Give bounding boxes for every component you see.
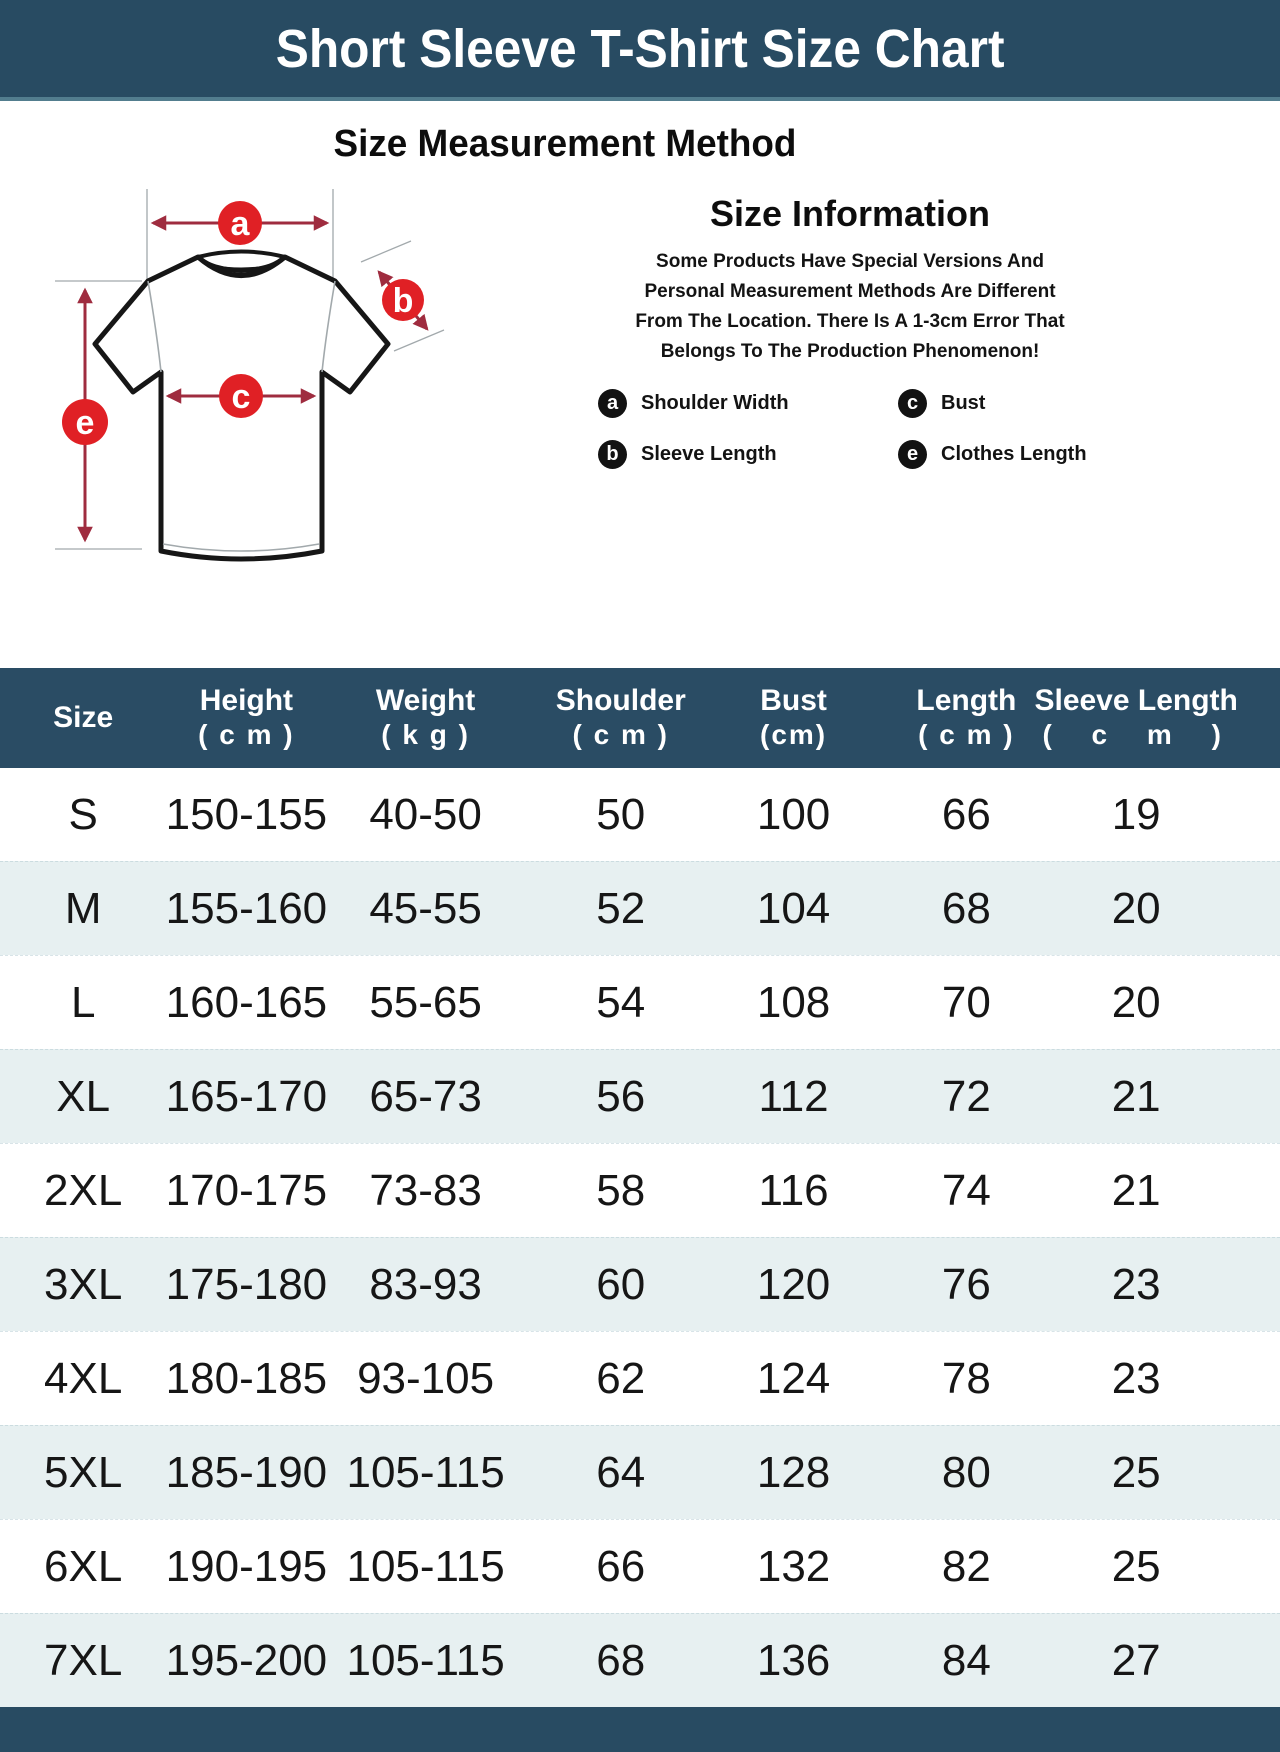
info-line: From The Location. There Is A 1-3cm Error That <box>635 311 1065 332</box>
bust-cell: 132 <box>756 1541 831 1591</box>
table-row-3xl <box>0 1237 1280 1331</box>
shoulder-cell: 64 <box>596 1447 646 1497</box>
weight-cell: 105-115 <box>346 1447 505 1497</box>
legend-item-shoulder-width <box>598 389 898 418</box>
table-row-2xl <box>0 1143 1280 1237</box>
height-cell: 155-160 <box>165 883 328 933</box>
measurement-section <box>0 101 1280 602</box>
col-header-height: Height ( c m ) <box>198 684 295 750</box>
length-cell: 84 <box>941 1635 991 1685</box>
marker-a-icon <box>218 201 262 245</box>
size-cell: 2XL <box>44 1165 123 1215</box>
weight-cell: 65-73 <box>369 1071 482 1121</box>
size-cell: 6XL <box>44 1541 123 1591</box>
size-cell: 5XL <box>44 1447 123 1497</box>
shoulder-cell: 54 <box>596 977 646 1027</box>
table-header-row <box>0 668 1280 768</box>
length-cell: 82 <box>941 1541 991 1591</box>
sleeve-cell: 21 <box>1111 1165 1161 1215</box>
length-cell: 72 <box>941 1071 991 1121</box>
size-information-block <box>560 193 1140 469</box>
height-cell: 180-185 <box>165 1353 328 1403</box>
height-cell: 165-170 <box>165 1071 328 1121</box>
height-cell: 175-180 <box>165 1259 328 1309</box>
bust-cell: 112 <box>758 1071 829 1121</box>
size-cell: 3XL <box>44 1259 123 1309</box>
marker-b-badge-icon: b <box>598 440 627 469</box>
svg-text:e: e <box>75 404 95 442</box>
legend-item-bust <box>898 389 1158 418</box>
footer-bar <box>0 1707 1280 1752</box>
sleeve-cell: 19 <box>1111 789 1161 839</box>
length-cell: 66 <box>941 789 991 839</box>
col-header-length: Length ( c m ) <box>916 684 1017 750</box>
shoulder-cell: 66 <box>596 1541 646 1591</box>
bust-cell: 136 <box>756 1635 831 1685</box>
bust-cell: 116 <box>758 1165 829 1215</box>
table-row-4xl <box>0 1331 1280 1425</box>
shoulder-cell: 58 <box>596 1165 646 1215</box>
table-row-7xl <box>0 1613 1280 1707</box>
size-table <box>0 668 1280 1707</box>
legend-label: Clothes Length <box>941 443 1087 465</box>
sleeve-cell: 23 <box>1111 1259 1161 1309</box>
marker-e-icon <box>62 399 108 445</box>
shoulder-cell: 52 <box>596 883 646 933</box>
table-row-s <box>0 768 1280 861</box>
sleeve-cell: 23 <box>1111 1353 1161 1403</box>
height-cell: 195-200 <box>165 1635 328 1685</box>
shoulder-cell: 56 <box>596 1071 646 1121</box>
svg-text:c: c <box>231 378 251 416</box>
bust-cell: 104 <box>756 883 831 933</box>
shoulder-cell: 62 <box>596 1353 646 1403</box>
sleeve-cell: 25 <box>1111 1447 1161 1497</box>
tshirt-measurement-diagram <box>30 159 460 579</box>
length-cell: 78 <box>941 1353 991 1403</box>
sleeve-cell: 20 <box>1111 977 1161 1027</box>
size-cell: 7XL <box>44 1635 123 1685</box>
col-header-bust: Bust (cm) <box>760 684 828 750</box>
length-cell: 70 <box>941 977 991 1027</box>
marker-c-badge-icon: c <box>898 389 927 418</box>
col-header-shoulder: Shoulder ( c m ) <box>555 684 686 750</box>
measurement-method-heading: Size Measurement Method <box>333 123 797 165</box>
col-header-weight: Weight ( k g ) <box>375 684 476 750</box>
table-row-5xl <box>0 1425 1280 1519</box>
info-line: Some Products Have Special Versions And <box>656 251 1044 272</box>
weight-cell: 45-55 <box>369 883 482 933</box>
legend-label: Bust <box>941 392 986 414</box>
weight-cell: 55-65 <box>369 977 482 1027</box>
weight-cell: 73-83 <box>369 1165 482 1215</box>
height-cell: 190-195 <box>165 1541 328 1591</box>
sleeve-cell: 20 <box>1111 883 1161 933</box>
size-cell: M <box>64 883 102 933</box>
title-bar <box>0 0 1280 97</box>
sleeve-cell: 21 <box>1111 1071 1161 1121</box>
length-cell: 76 <box>941 1259 991 1309</box>
shoulder-cell: 60 <box>596 1259 646 1309</box>
info-line: Belongs To The Production Phenomenon! <box>660 341 1040 362</box>
bust-cell: 100 <box>756 789 831 839</box>
col-header-sleeve-length: Sleeve Length ( c m ) <box>1034 684 1238 750</box>
page-title: Short Sleeve T-Shirt Size Chart <box>275 18 1005 79</box>
legend-label: Shoulder Width <box>641 392 789 414</box>
size-information-text <box>560 247 1140 367</box>
marker-e-badge-icon: e <box>898 440 927 469</box>
marker-c-icon <box>219 374 263 418</box>
legend-label: Sleeve Length <box>641 443 777 465</box>
weight-cell: 83-93 <box>369 1259 482 1309</box>
weight-cell: 93-105 <box>357 1353 495 1403</box>
length-cell: 74 <box>941 1165 991 1215</box>
size-information-heading: Size Information <box>709 193 991 234</box>
svg-text:b: b <box>392 282 414 320</box>
height-cell: 160-165 <box>165 977 328 1027</box>
legend-item-clothes-length <box>898 440 1158 469</box>
size-cell: XL <box>56 1071 111 1121</box>
size-cell: 4XL <box>44 1353 123 1403</box>
weight-cell: 105-115 <box>346 1635 505 1685</box>
height-cell: 170-175 <box>165 1165 328 1215</box>
legend-item-sleeve-length <box>598 440 898 469</box>
sleeve-cell: 27 <box>1111 1635 1161 1685</box>
table-row-m <box>0 861 1280 955</box>
sleeve-cell: 25 <box>1111 1541 1161 1591</box>
shoulder-cell: 68 <box>596 1635 646 1685</box>
shoulder-cell: 50 <box>596 789 646 839</box>
weight-cell: 105-115 <box>346 1541 505 1591</box>
marker-b-icon <box>382 279 424 321</box>
col-header-size: Size <box>53 701 114 734</box>
table-row-l <box>0 955 1280 1049</box>
tshirt-diagram-svg <box>30 159 460 579</box>
height-cell: 185-190 <box>165 1447 328 1497</box>
size-cell: L <box>70 977 96 1027</box>
marker-a-badge-icon: a <box>598 389 627 418</box>
bust-cell: 124 <box>756 1353 831 1403</box>
length-cell: 68 <box>941 883 991 933</box>
bust-cell: 108 <box>756 977 831 1027</box>
length-cell: 80 <box>941 1447 991 1497</box>
svg-text:a: a <box>230 205 250 243</box>
table-row-6xl <box>0 1519 1280 1613</box>
bust-cell: 128 <box>756 1447 831 1497</box>
info-line: Personal Measurement Methods Are Different <box>644 281 1056 302</box>
bust-cell: 120 <box>756 1259 831 1309</box>
measurement-legend <box>560 389 1140 469</box>
table-row-xl <box>0 1049 1280 1143</box>
height-cell: 150-155 <box>165 789 328 839</box>
size-cell: S <box>68 789 98 839</box>
weight-cell: 40-50 <box>369 789 482 839</box>
